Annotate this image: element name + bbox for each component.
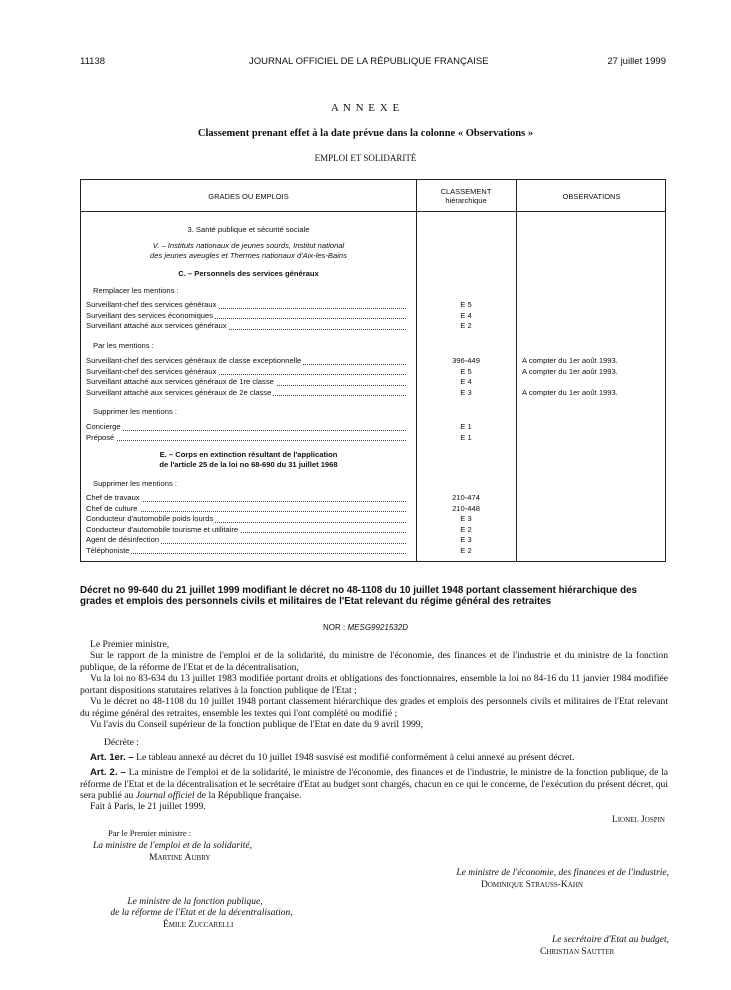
- classement-cell: E 3: [460, 387, 472, 397]
- classement-cell: E 5: [460, 366, 472, 376]
- label-par: Par les mentions :: [93, 341, 154, 350]
- signature-zuccarelli: Émile Zuccarelli: [163, 920, 234, 930]
- para-premier-ministre: Le Premier ministre,: [90, 639, 170, 650]
- col-header-observations: OBSERVATIONS: [562, 192, 621, 201]
- classement-cell: E 4: [460, 377, 472, 386]
- grade-row: Agent de désinfection: [86, 535, 410, 546]
- label-supprimer: Supprimer les mentions :: [93, 407, 177, 416]
- observation-cell: A compter du 1er août 1993.: [522, 356, 618, 365]
- classement-cell: 210-474: [452, 493, 480, 502]
- grade-row: Concierge: [86, 422, 410, 433]
- article-1: Art. 1er. – Le tableau annexé au décret du 10 juillet 1948 susvisé est modifié conformément à celui annexé au présent décret.: [90, 752, 575, 763]
- annexe-subtitle: Classement prenant effet à la date prévue dans la colonne « Observations »: [197, 128, 534, 139]
- label-remplacer: Remplacer les mentions :: [93, 286, 179, 295]
- section-sante: 3. Santé publique et sécurité sociale: [187, 225, 310, 234]
- grade-row: Surveillant des services économiques: [86, 311, 410, 322]
- decrete: Décrète :: [104, 737, 139, 748]
- decree-title: Décret no 99-640 du 21 juillet 1999 modifiant le décret no 48-1108 du 10 juillet 1948 portant classement hiérarchique des grades et emplois des personnels civils et militaires de l'Etat relevant du régime général des retraites: [80, 585, 638, 607]
- para-vu-decret: Vu le décret no 48-1108 du 10 juillet 1948 portant classement hiérarchique des grades et emplois des personnels civils et militaires de l'Etat relevant du régime général des retraites, ensemble les textes qui l'ont complété ou modifié ;: [80, 696, 668, 719]
- classement-cell: E 2: [460, 321, 472, 330]
- grade-row: Surveillant-chef des services généraux de classe exceptionnelle: [86, 356, 410, 367]
- classement-cell: 210-448: [452, 503, 480, 513]
- grade-row: Surveillant attaché aux services généraux: [86, 321, 410, 332]
- annexe-title: A N N E X E: [330, 102, 401, 114]
- signature-aubry: Martine Aubry: [149, 853, 211, 863]
- section-corps-extinction-2: de l'article 25 de la loi no 68-690 du 31 juillet 1968: [159, 460, 338, 469]
- col-header-grades: GRADES OU EMPLOIS: [208, 192, 289, 201]
- signature-sautter: Christian Sautter: [540, 947, 615, 957]
- classement-cell: E 4: [460, 310, 472, 320]
- grade-row: Chef de travaux: [86, 493, 410, 504]
- col-header-hierarchique: hiérarchique: [445, 196, 487, 205]
- journal-title: JOURNAL OFFICIEL DE LA RÉPUBLIQUE FRANÇAISE: [249, 56, 489, 67]
- classement-cell: E 2: [460, 524, 472, 534]
- classement-cell: E 1: [460, 422, 472, 431]
- ministre-economie: Le ministre de l'économie, des finances et de l'industrie,: [456, 868, 669, 878]
- page-number: 11138: [80, 56, 106, 67]
- grade-row: Chef de culture: [86, 504, 410, 515]
- secretaire-budget: Le secrétaire d'Etat au budget,: [552, 935, 669, 945]
- para-vu-avis: Vu l'avis du Conseil supérieur de la fonction publique de l'Etat en date du 9 avril 1999,: [90, 719, 423, 730]
- grade-row: Téléphoniste: [86, 546, 410, 557]
- classement-cell: E 2: [460, 545, 472, 555]
- grade-row: Conducteur d'automobile tourisme et utilitaire: [86, 525, 410, 536]
- issue-date: 27 juillet 1999: [607, 56, 666, 67]
- observation-cell: A compter du 1er août 1993.: [522, 366, 618, 376]
- ministre-fonction-publique-2: de la réforme de l'Etat et de la décentralisation,: [110, 908, 293, 918]
- signature-jospin: Lionel Jospin: [611, 815, 665, 825]
- classement-cell: E 5: [460, 300, 472, 309]
- para-vu-loi: Vu la loi no 83-634 du 13 juillet 1983 modifiée portant droits et obligations des fonctionnaires, ensemble la loi no 84-16 du 11 janvier 1984 modifiée portant dispositions statutaires relatives à la fonction publique de l'Etat ;: [80, 673, 668, 696]
- section-instituts-1: V. – Instituts nationaux de jeunes sourds, Institut national: [152, 241, 345, 250]
- section-personnels: C. – Personnels des services généraux: [178, 269, 319, 278]
- grade-row: Surveillant-chef des services généraux: [86, 367, 410, 378]
- section-corps-extinction-1: E. – Corps en extinction résultant de l'application: [159, 450, 338, 459]
- classement-cell: E 3: [460, 514, 472, 523]
- observation-cell: A compter du 1er août 1993.: [522, 387, 618, 397]
- ministry-heading: EMPLOI ET SOLIDARITÉ: [314, 153, 417, 163]
- grade-row: Surveillant-chef des services généraux: [86, 300, 410, 311]
- para-rapport: Sur le rapport de la ministre de l'emploi et de la solidarité, du ministre de l'économie, des finances et de l'industrie et du ministre de la fonction publique, de la réforme de l'Etat et de la décentralisation,: [80, 650, 668, 673]
- classification-table: [80, 179, 666, 562]
- par-premier-ministre: Par le Premier ministre :: [108, 828, 192, 838]
- grade-row: Surveillant attaché aux services généraux de 1re classe: [86, 377, 410, 388]
- grade-row: Surveillant attaché aux services généraux de 2e classe: [86, 388, 410, 399]
- classement-cell: E 3: [460, 535, 472, 544]
- ministre-emploi: La ministre de l'emploi et de la solidarité,: [93, 841, 252, 851]
- grade-row: Préposé: [86, 433, 410, 444]
- signature-strauss-kahn: Dominique Strauss-Kahn: [481, 880, 583, 890]
- classement-cell: E 1: [460, 432, 472, 442]
- article-2: Art. 2. – La ministre de l'emploi et de la solidarité, le ministre de l'économie, des finances et de l'industrie, le ministre de la fonction publique, de la réforme de l'Etat et de la décentralisation et le secrétaire d'Etat au budget sont chargés, chacun en ce qui le concerne, de l'exécution du présent décret, qui sera publié au Journal officiel de la République française.: [80, 767, 668, 801]
- col-header-classement: CLASSEMENT: [440, 187, 492, 196]
- section-instituts-2: des jeunes aveugles et Thermes nationaux d'Aix-les-Bains: [150, 251, 347, 260]
- classement-cell: 396-449: [452, 356, 480, 365]
- grade-row: Conducteur d'automobile poids lourds: [86, 514, 410, 525]
- nor-line: NOR : MESG9921532D: [323, 623, 408, 632]
- ministre-fonction-publique-1: Le ministre de la fonction publique,: [127, 897, 263, 907]
- label-supprimer: Supprimer les mentions :: [93, 479, 177, 488]
- fait-a-paris: Fait à Paris, le 21 juillet 1999.: [90, 801, 206, 812]
